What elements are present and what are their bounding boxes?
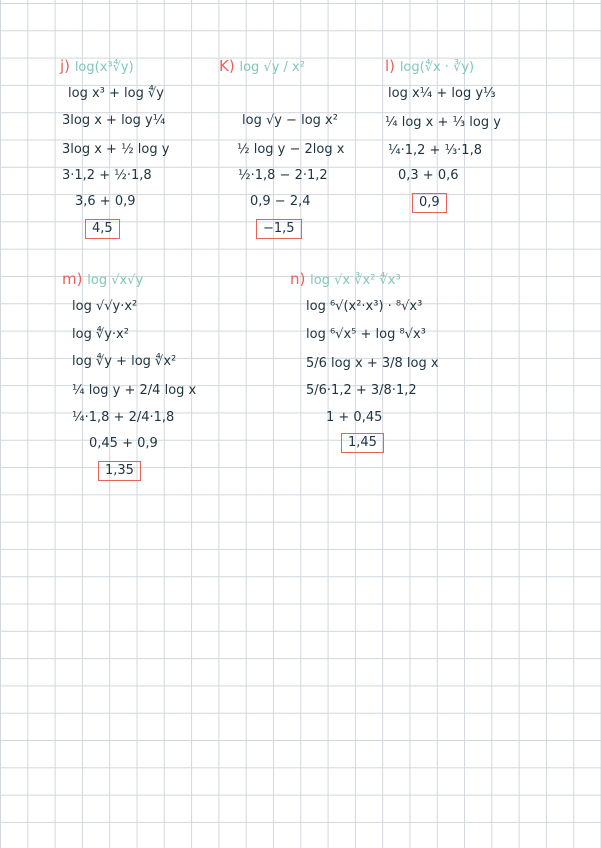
problem-j-step-4: 3·1,2 + ½·1,8 xyxy=(62,168,152,183)
problem-l-step-3: ¼·1,2 + ⅓·1,8 xyxy=(388,143,482,158)
problem-j-step-3: 3log x + ½ log y xyxy=(62,142,170,157)
problem-k-step-2: ½ log y − 2log x xyxy=(237,142,345,157)
problem-m-step-1: log √√y·x² xyxy=(72,299,138,314)
problem-m-answer: 1,35 xyxy=(98,461,141,481)
problem-n-step-2: log ⁶√x⁵ + log ⁸√x³ xyxy=(306,327,426,342)
problem-k-label: K) xyxy=(219,57,235,75)
problem-m-header xyxy=(62,270,143,290)
problem-m-step-2: log ∜y·x² xyxy=(72,327,129,342)
problem-l-step-1: log x¼ + log y⅓ xyxy=(388,86,496,101)
problem-l-step-4: 0,3 + 0,6 xyxy=(398,168,459,183)
problem-l-expression: log(∜x · ∛y) xyxy=(399,60,475,75)
problem-n-expression: log √x ∛x² ∜x³ xyxy=(310,273,401,288)
problem-l-answer: 0,9 xyxy=(412,193,447,213)
problem-m-step-3: log ∜y + log ∜x² xyxy=(72,354,177,369)
problem-m-step-4: ¼ log y + 2/4 log x xyxy=(72,383,197,398)
problem-j-answer: 4,5 xyxy=(85,219,120,239)
problem-n-step-1: log ⁶√(x²·x³) · ⁸√x³ xyxy=(306,299,423,314)
problem-n-step-5: 1 + 0,45 xyxy=(326,410,383,425)
problem-k-answer: −1,5 xyxy=(256,219,302,239)
problem-j-step-5: 3,6 + 0,9 xyxy=(75,194,136,209)
problem-m-step-5: ¼·1,8 + 2/4·1,8 xyxy=(72,410,175,425)
problem-l-step-2: ¼ log x + ⅓ log y xyxy=(385,115,501,130)
problem-n-header xyxy=(290,270,401,290)
problem-n-step-4: 5/6·1,2 + 3/8·1,2 xyxy=(306,383,417,398)
problem-m-step-6: 0,45 + 0,9 xyxy=(89,436,158,451)
problem-m-expression: log √x√y xyxy=(87,273,144,288)
problem-l-header xyxy=(385,57,474,77)
problem-k-step-1: log √y − log x² xyxy=(242,113,338,128)
problem-j-step-1: log x³ + log ∜y xyxy=(68,86,164,101)
problem-n-answer: 1,45 xyxy=(341,433,384,453)
problem-l-label: l) xyxy=(385,57,396,75)
problem-m-label: m) xyxy=(62,270,83,288)
problem-j-header xyxy=(60,57,134,77)
problem-j-step-2: 3log x + log y¼ xyxy=(62,113,166,128)
problem-j-label: j) xyxy=(60,57,71,75)
problem-k-expression: log √y / x² xyxy=(239,60,305,75)
problem-n-label: n) xyxy=(290,270,306,288)
problem-n-step-3: 5/6 log x + 3/8 log x xyxy=(306,356,439,371)
problem-j-expression: log(x³∜y) xyxy=(74,60,134,75)
problem-k-header xyxy=(219,57,305,77)
problem-k-step-4: 0,9 − 2,4 xyxy=(250,194,311,209)
problem-k-step-3: ½·1,8 − 2·1,2 xyxy=(238,168,328,183)
